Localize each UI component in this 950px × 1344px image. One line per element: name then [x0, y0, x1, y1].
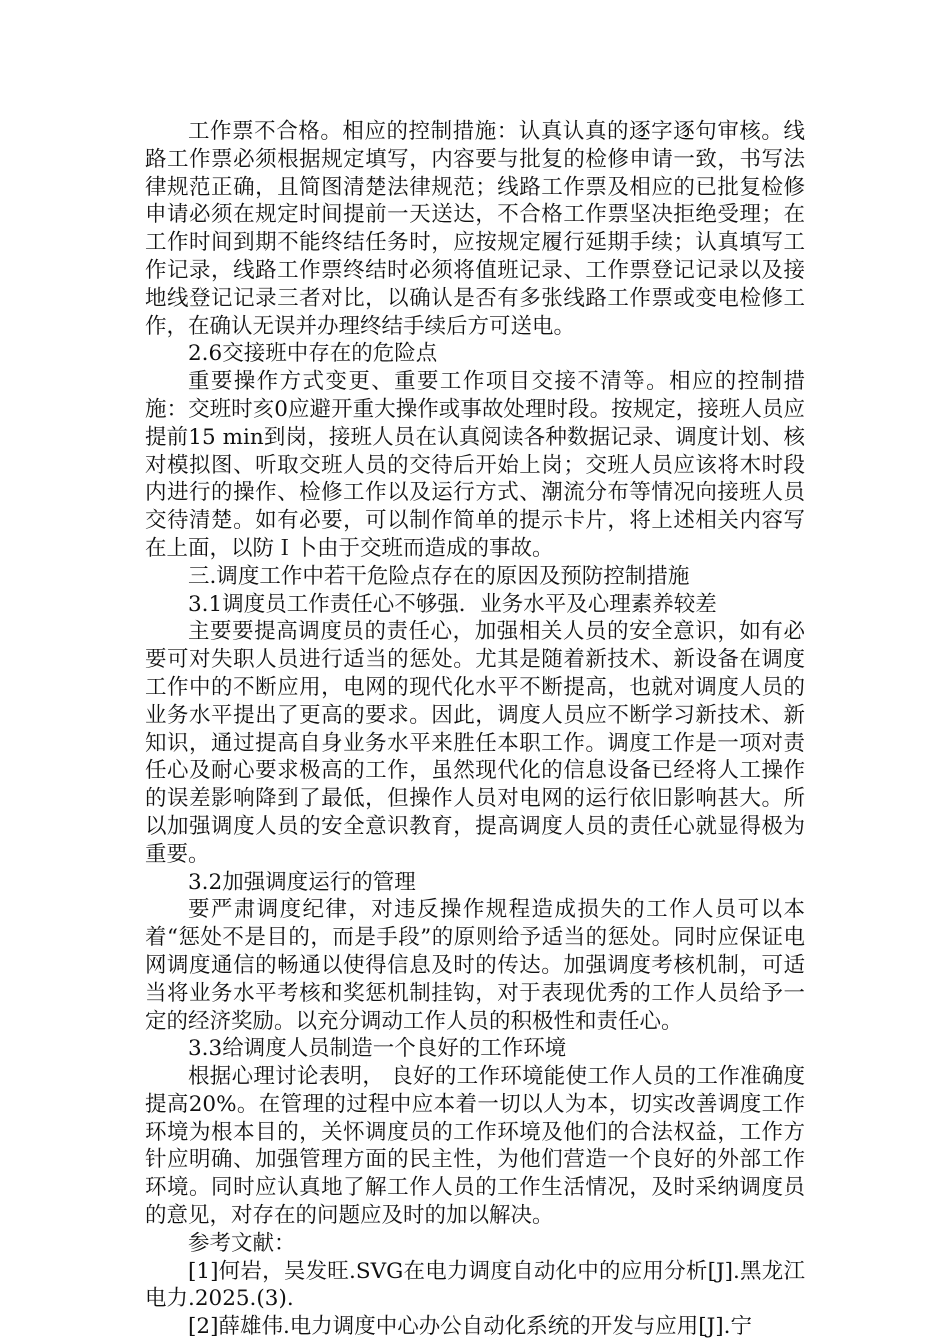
paragraph-environment: 根据心理讨论表明， 良好的工作环境能使工作人员的工作准确度提高20%。在管理的过程中应本着一切以人为本，切实改善调度工作环境为根本目的，关怀调度员的工作环境及他们的合法权益，工作方针应明确、加强管理方面的民主性，为他们营造一个良好的外部工作环境。同时应认真地了解工作人员的工作生活情况，及时采纳调度员的意见，对存在的问题应及时的加以解决。	[145, 1064, 805, 1229]
heading-section-3: 三.调度工作中若干危险点存在的原因及预防控制措施	[188, 563, 690, 589]
reference-item: [1]何岩，吴发旺.SVG在电力调度自动化中的应用分析[J].黑龙江电力.2025.(3).	[145, 1258, 805, 1312]
paragraph-management: 要严肃调度纪律，对违反操作规程造成损失的工作人员可以本着“惩处不是目的，而是手段”的原则给予适当的惩处。同时应保证电网调度通信的畅通以使得信息及时的传达。加强调度考核机制，可适当将业务水平考核和奖惩机制挂钩，对于表现优秀的工作人员给予一定的经济奖励。以充分调动工作人员的积极性和责任心。	[145, 897, 805, 1034]
paragraph-work-ticket: 工作票不合格。相应的控制措施：认真认真的逐字逐句审核。线路工作票必须根据规定填写，内容要与批复的检修申请一致，书写法律规范正确，且简图清楚法律规范；线路工作票及相应的已批复检修申请必须在规定时间提前一天送达，不合格工作票坚决拒绝受理；在工作时间到期不能终结任务时，应按规定履行延期手续；认真填写工作记录，线路工作票终结时必须将值班记录、工作票登记记录以及接地线登记记录三者对比，以确认是否有多张线路工作票或变电检修工作，在确认无误并办理终结手续后方可送电。	[145, 119, 805, 339]
heading-3-1: 3.1调度员工作责任心不够强．业务水平及心理素养较差	[188, 591, 717, 617]
heading-3-3: 3.3给调度人员制造一个良好的工作环境	[188, 1036, 567, 1062]
heading-3-2: 3.2加强调度运行的管理	[188, 869, 416, 895]
reference-item: [2]薛雄伟.电力调度中心办公自动化系统的开发与应用[J].宁	[188, 1314, 753, 1340]
heading-2-6: 2.6交接班中存在的危险点	[188, 341, 438, 367]
paragraph-shift-handover: 重要操作方式变更、重要工作项目交接不清等。相应的控制措施：交班时亥0应避开重大操作或事故处理时段。按规定，接班人员应提前15 min到岗，接班人员在认真阅读各种数据记录、调度计划、核对模拟图、听取交班人员的交待后开始上岗；交班人员应该将木时段内进行的操作、检修工作以及运行方式、潮流分布等情况向接班人员交待清楚。如有必要，可以制作简单的提示卡片，将上述相关内容写在上面，以防Ｉ卜由于交班而造成的事故。	[145, 369, 805, 561]
document-page	[145, 118, 805, 1341]
paragraph-responsibility: 主要要提高调度员的责任心，加强相关人员的安全意识，如有必要可对失职人员进行适当的惩处。尤其是随着新技术、新设备在调度工作中的不断应用，电网的现代化水平不断提高，也就对调度人员的业务水平提出了更高的要求。因此，调度人员应不断学习新技术、新知识，通过提高自身业务水平来胜任本职工作。调度工作是一项对责任心及耐心要求极高的工作，虽然现代化的信息设备已经将人工操作的误差影响降到了最低，但操作人员对电网的运行依旧影响甚大。所以加强调度人员的安全意识教育，提高调度人员的责任心就显得极为重要。	[145, 619, 805, 867]
references-heading: 参考文献：	[188, 1230, 296, 1256]
